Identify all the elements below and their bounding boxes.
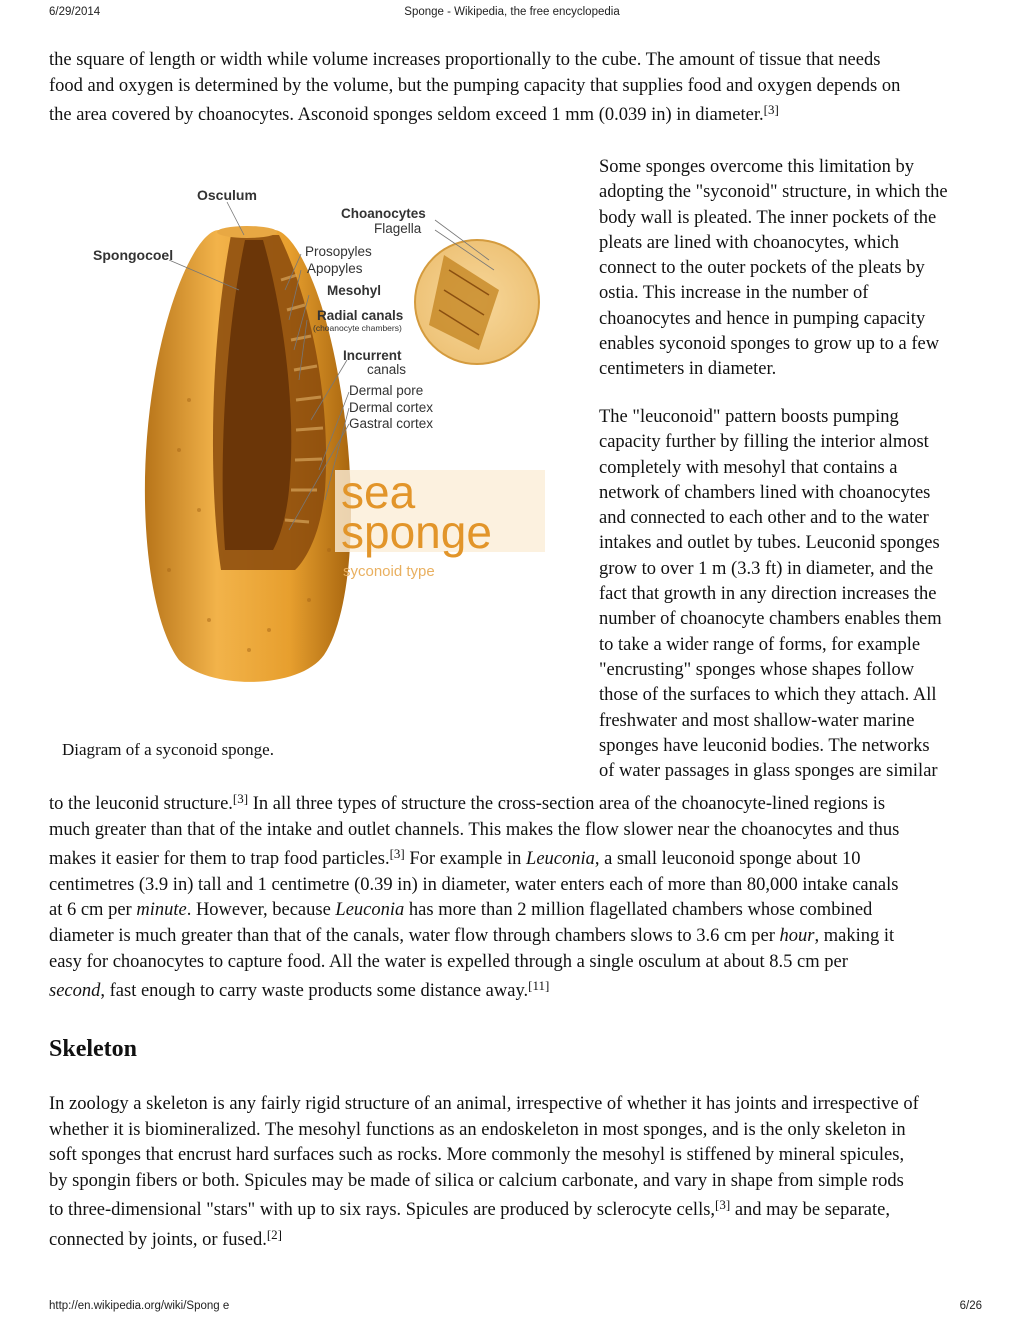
label-dermal-pore: Dermal pore xyxy=(349,383,424,398)
label-incurrent: Incurrent xyxy=(343,348,402,363)
label-gastral-cortex: Gastral cortex xyxy=(349,416,434,431)
label-radial-canals: Radial canals xyxy=(317,308,404,323)
sponge-illustration xyxy=(49,150,569,730)
osculum-rim xyxy=(217,226,277,238)
syconoid-sponge-diagram[interactable] xyxy=(49,150,569,780)
label-choanocytes: Choanocytes xyxy=(341,206,426,221)
label-canals: canals xyxy=(367,362,407,377)
diagram-title-sea: sea xyxy=(341,466,416,518)
citation-link[interactable]: [3] xyxy=(763,102,779,118)
label-choanocyte-chambers: (choanocyte chambers) xyxy=(313,323,402,333)
label-spongocoel: Spongocoel xyxy=(93,247,174,263)
intro-paragraph: the square of length or width while volume increases proportionally to the cube. The amount of tissue that needs food and oxygen is determined by the volume, but the pumping capacity that supplies food and oxygen depends on the area covered by choanocytes. Asconoid sponges seldom exceed 1 mm (0.039 in) in diameter.[3] xyxy=(49,50,901,126)
leuconoid-paragraph: The "leuconoid" pattern boosts pumping capacity further by filling the interior almost completely with mesohyl that contains a network of chambers lined with choanocytes and connected to each other and to the water intakes and outlet by tubes. Leuconid sponges grow to over 1 m (3.3 ft) in diameter, and the fact that growth in any direction increases the number of choanocyte chambers enables them to take a wider range of forms, for example "encrusting" sponges whose shapes follow those of the surfaces to which they attach. All freshwater and most shallow-water marine sponges have leuconid bodies. The networks of water passages in glass sponges are similar xyxy=(599,407,942,782)
syconoid-paragraph: Some sponges overcome this limitation by adopting the "syconoid" structure, in which the body wall is pleated. The inner pockets of the pleats are lined with choanocytes, which connect to the outer pockets of the pleats by ostia. This increase in the number of choanocytes and hence in pumping capacity enables syconoid sponges to grow up to a few centimeters in diameter. xyxy=(599,157,948,380)
figure-caption: Diagram of a syconoid sponge. xyxy=(62,740,274,759)
citation-link[interactable]: [3] xyxy=(389,846,405,862)
label-flagella: Flagella xyxy=(374,221,422,236)
page-footer xyxy=(0,1300,1024,1320)
citation-link[interactable]: [11] xyxy=(528,978,550,994)
print-date: 6/29/2014 xyxy=(49,6,101,18)
citation-link[interactable]: [3] xyxy=(232,791,249,806)
label-apopyles: Apopyles xyxy=(307,261,363,276)
label-osculum: Osculum xyxy=(197,187,257,203)
citation-link[interactable]: [2] xyxy=(266,1226,283,1242)
label-prosopyles: Prosopyles xyxy=(305,244,372,259)
page-header xyxy=(0,6,1024,26)
page-title: Sponge - Wikipedia, the free encyclopedia xyxy=(404,6,620,18)
section-heading-skeleton: Skeleton xyxy=(49,1036,138,1062)
skeleton-paragraph: In zoology a skeleton is any fairly rigid structure of an animal, irrespective of whether it has joints and irrespective of whether it is biomineralized. The mesohyl functions as an endoskeleton in most sponges, and is the only skeleton in soft sponges that encrust hard surfaces such as rocks. More commonly the mesohyl is stiffened by mineral spicules, by spongin fibers or both. Spicules may be made of silica or calcium carbonate, and vary in shape from simple rods to three-dimensional "stars" with up to six rays. Spicules are produced by sclerocyte cells,[3] and may be separate, connected by joints, or fused.[2] xyxy=(49,1094,919,1250)
leuconid-continued-paragraph: to the leuconid structure.[3] In all three types of structure the cross-section area of the choanocyte-lined regions is much greater than that of the intake and outlet channels. This makes the flow slower near the choanocytes and thus makes it easier for them to trap food particles.[3] For example in Leuconia, a small leuconoid sponge about 10 centimetres (3.9 in) tall and 1 centimetre (0.39 in) in diameter, water enters each of more than 80,000 intake canals at 6 cm per minute. However, because Leuconia has more than 2 million flagellated chambers whose combined diameter is much greater than that of the canals, water flow through chambers slows to 3.6 cm per hour, making it easy for choanocytes to capture food. All the water is expelled through a single osculum at about 8.5 cm per second, fast enough to carry waste products some distance away.[11] xyxy=(49,791,900,1002)
label-dermal-cortex: Dermal cortex xyxy=(349,400,434,415)
citation-link[interactable]: [3] xyxy=(715,1197,731,1213)
diagram-subtitle: syconoid type xyxy=(343,563,435,580)
diagram-title-sponge: sponge xyxy=(341,506,492,558)
label-mesohyl: Mesohyl xyxy=(327,283,382,298)
page-url: http://en.wikipedia.org/wiki/Spong e xyxy=(49,1300,230,1312)
page-number: 6/26 xyxy=(959,1300,982,1312)
